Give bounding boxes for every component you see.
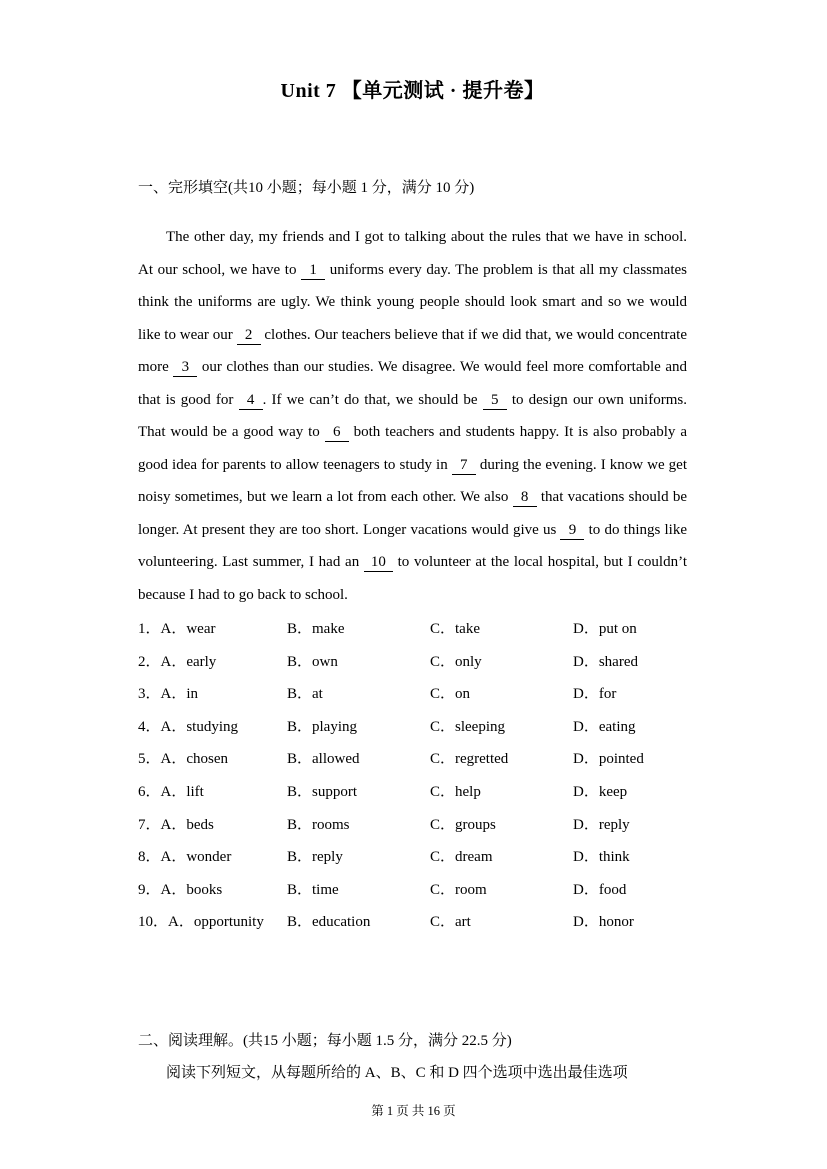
option-cell: C．groups xyxy=(430,816,496,833)
passage-text: clothes. Our teachers believe that if we did that, we would concentrate more xyxy=(138,326,687,375)
option-row xyxy=(138,809,687,842)
section1-heading: 一、完形填空(共10 小题；每小题 1 分，满分 10 分) xyxy=(138,180,475,196)
option-row xyxy=(138,906,687,939)
cloze-blank: 9 xyxy=(560,522,584,540)
option-cell: 2．A．early xyxy=(138,653,217,670)
option-cell: 10．A．opportunity xyxy=(138,914,264,931)
option-cell: 4．A．studying xyxy=(138,718,239,735)
option-cell: C．art xyxy=(430,914,471,931)
option-row xyxy=(138,874,687,907)
passage-text: to volunteer at the local hospital, but I couldn’t because I had to go back to school. xyxy=(138,554,687,603)
option-cell: D．food xyxy=(573,881,627,898)
passage-text: to design our own uniforms. That would be a good way to xyxy=(138,391,687,440)
cloze-blank: 4 xyxy=(239,392,263,410)
option-cell: B．at xyxy=(287,686,323,703)
cloze-blank: 1 xyxy=(301,262,325,280)
cloze-blank: 6 xyxy=(325,424,349,442)
option-cell: D．eating xyxy=(573,718,636,735)
option-cell: 3．A．in xyxy=(138,686,199,703)
option-cell: D．reply xyxy=(573,816,630,833)
passage-text: both teachers and students happy. It is also probably a good idea for parents to allow teenagers to study in xyxy=(138,424,687,473)
option-row xyxy=(138,743,687,776)
option-cell: 5．A．chosen xyxy=(138,751,228,768)
section2-instruction: 阅读下列短文，从每题所给的 A、B、C 和 D 四个选项中选出最佳选项 xyxy=(166,1064,628,1081)
option-row xyxy=(138,841,687,874)
option-cell: C．dream xyxy=(430,849,493,866)
option-cell: B．support xyxy=(287,783,358,800)
option-row xyxy=(138,776,687,809)
option-cell: B．reply xyxy=(287,849,343,866)
page-number: 第 1 页 共 16 页 xyxy=(371,1104,456,1118)
option-cell: C．room xyxy=(430,881,487,898)
option-row xyxy=(138,646,687,679)
option-cell: D．for xyxy=(573,686,617,703)
passage-text: during the evening. I know we get noisy sometimes, but we learn a lot from each other. We also xyxy=(138,456,687,505)
option-cell: B．own xyxy=(287,653,338,670)
passage-text: our clothes than our studies. We disagree. We would feel more comfortable and that is good for xyxy=(138,359,687,408)
option-cell: 6．A．lift xyxy=(138,783,204,800)
option-cell: D．honor xyxy=(573,914,634,931)
cloze-blank: 5 xyxy=(483,392,507,410)
option-cell: D．put on xyxy=(573,621,637,637)
option-row xyxy=(138,613,687,646)
option-row xyxy=(138,711,687,744)
option-cell: D．pointed xyxy=(573,751,644,768)
option-cell: 7．A．beds xyxy=(138,816,214,833)
cloze-blank: 8 xyxy=(513,489,537,507)
option-cell: C．sleeping xyxy=(430,718,505,735)
option-cell: C．help xyxy=(430,783,481,800)
cloze-passage xyxy=(138,221,687,611)
option-cell: B．make xyxy=(287,621,345,637)
option-cell: C．only xyxy=(430,653,482,670)
passage-text: to do things like volunteering. Last summer, I had an xyxy=(138,521,687,570)
option-cell: D．keep xyxy=(573,783,628,800)
cloze-blank: 2 xyxy=(237,327,261,345)
option-cell: D．shared xyxy=(573,653,638,670)
option-cell: C．regretted xyxy=(430,751,509,768)
cloze-blank: 3 xyxy=(173,359,197,377)
cloze-blank: 7 xyxy=(452,457,476,475)
option-cell: B．education xyxy=(287,914,371,931)
page-title: Unit 7 【单元测试 · 提升卷】 xyxy=(280,80,545,102)
passage-text: uniforms every day. The problem is that all my classmates think the uniforms are ugly. We think young people should look smart and so we would like to wear our xyxy=(138,261,687,343)
cloze-blank: 10 xyxy=(364,554,393,572)
option-cell: B．time xyxy=(287,881,339,898)
option-row xyxy=(138,678,687,711)
options-table xyxy=(138,613,687,939)
option-cell: 9．A．books xyxy=(138,881,223,898)
option-cell: B．playing xyxy=(287,718,357,735)
option-cell: 1．A．wear xyxy=(138,621,216,637)
option-cell: 8．A．wonder xyxy=(138,849,232,866)
option-cell: C．take xyxy=(430,621,480,637)
passage-text: that vacations should be longer. At present they are too short. Longer vacations would give us xyxy=(138,489,687,538)
section2-heading: 二、阅读理解。(共15 小题；每小题 1.5 分，满分 22.5 分) xyxy=(138,1032,512,1049)
passage-text: . If we can’t do that, we should be xyxy=(262,391,483,408)
option-cell: B．allowed xyxy=(287,751,360,768)
option-cell: B．rooms xyxy=(287,816,350,833)
option-cell: D．think xyxy=(573,849,630,866)
passage-text: The other day, my friends and I got to talking about the rules that we have in school. At our school, we have to xyxy=(138,229,687,278)
option-cell: C．on xyxy=(430,686,471,703)
